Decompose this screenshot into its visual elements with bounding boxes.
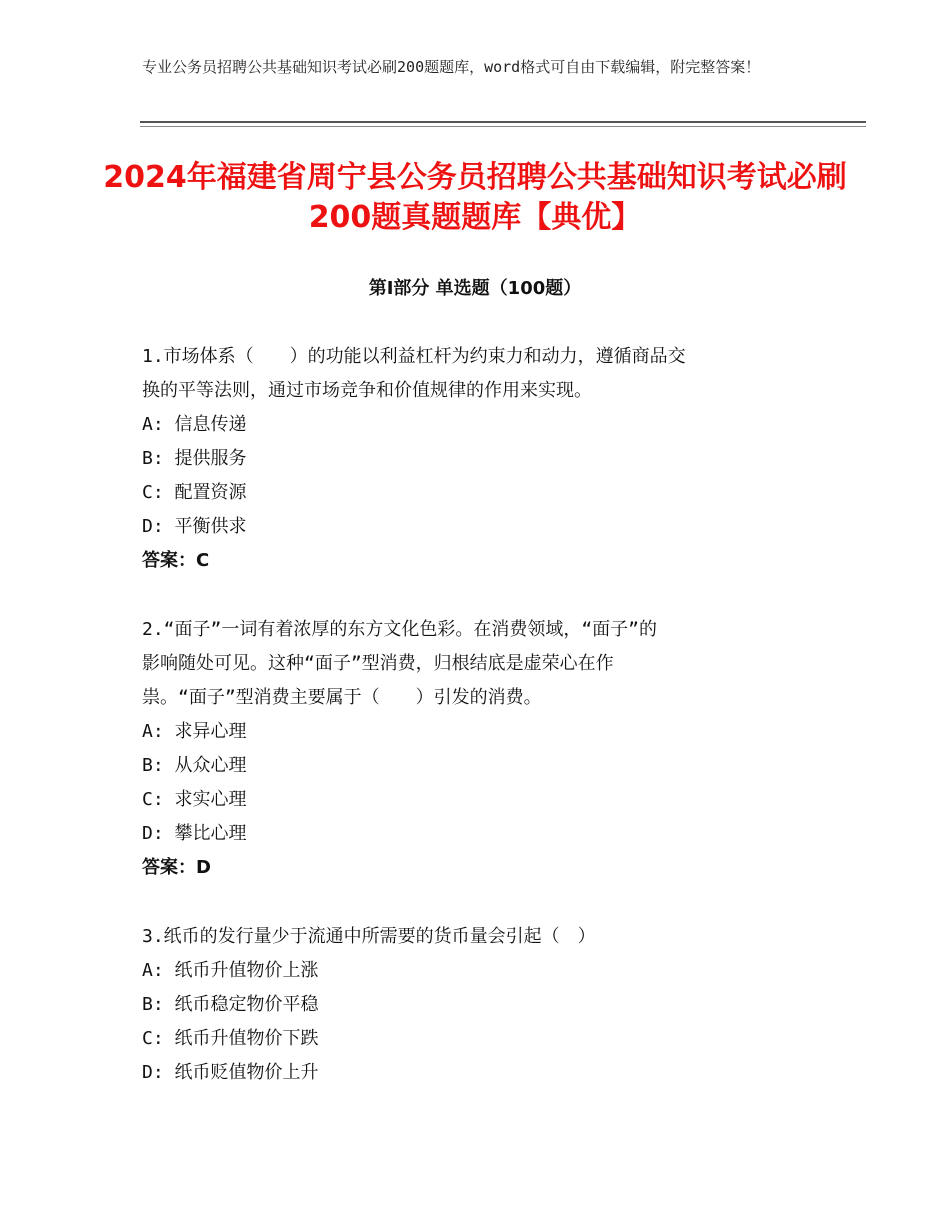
option-b: B: 从众心理 [142, 755, 247, 776]
option-c: C: 求实心理 [142, 789, 247, 810]
answer-label: 答案：C [142, 550, 210, 571]
option-c: C: 纸币升值物价下跌 [142, 1028, 319, 1049]
option-d: D: 攀比心理 [142, 823, 247, 844]
option-a: A: 信息传递 [142, 414, 247, 435]
option-b: B: 提供服务 [142, 448, 247, 469]
question-stem-line: 祟。“面子”型消费主要属于（ ）引发的消费。 [142, 687, 542, 708]
question-stem-line: 2.“面子”一词有着浓厚的东方文化色彩。在消费领域，“面子”的 [142, 619, 658, 640]
option-a: A: 求异心理 [142, 721, 247, 742]
question-stem-line: 影响随处可见。这种“面子”型消费，归根结底是虚荣心在作 [142, 653, 614, 674]
question-stem-line: 换的平等法则，通过市场竞争和价值规律的作用来实现。 [142, 380, 592, 401]
question-1 [142, 340, 822, 578]
option-d: D: 平衡供求 [142, 516, 247, 537]
answer-label: 答案：D [142, 857, 211, 878]
option-c: C: 配置资源 [142, 482, 247, 503]
question-stem-line: 3.纸币的发行量少于流通中所需要的货币量会引起（ ） [142, 926, 596, 947]
option-d: D: 纸币贬值物价上升 [142, 1062, 319, 1083]
header-divider-thin [140, 126, 866, 127]
question-stem-line: 1.市场体系（ ）的功能以利益杠杆为约束力和动力，遵循商品交 [142, 346, 686, 367]
question-2 [142, 613, 822, 885]
document-title: 2024年福建省周宁县公务员招聘公共基础知识考试必刷200题真题题库【典优】 [103, 160, 847, 235]
section-title: 第Ⅰ部分 单选题（100题） [368, 278, 582, 299]
header-note: 专业公务员招聘公共基础知识考试必刷200题题库，word格式可自由下载编辑，附完整答案！ [142, 58, 761, 76]
header-divider [140, 121, 866, 123]
question-3 [142, 920, 822, 1090]
option-a: A: 纸币升值物价上涨 [142, 960, 319, 981]
option-b: B: 纸币稳定物价平稳 [142, 994, 319, 1015]
